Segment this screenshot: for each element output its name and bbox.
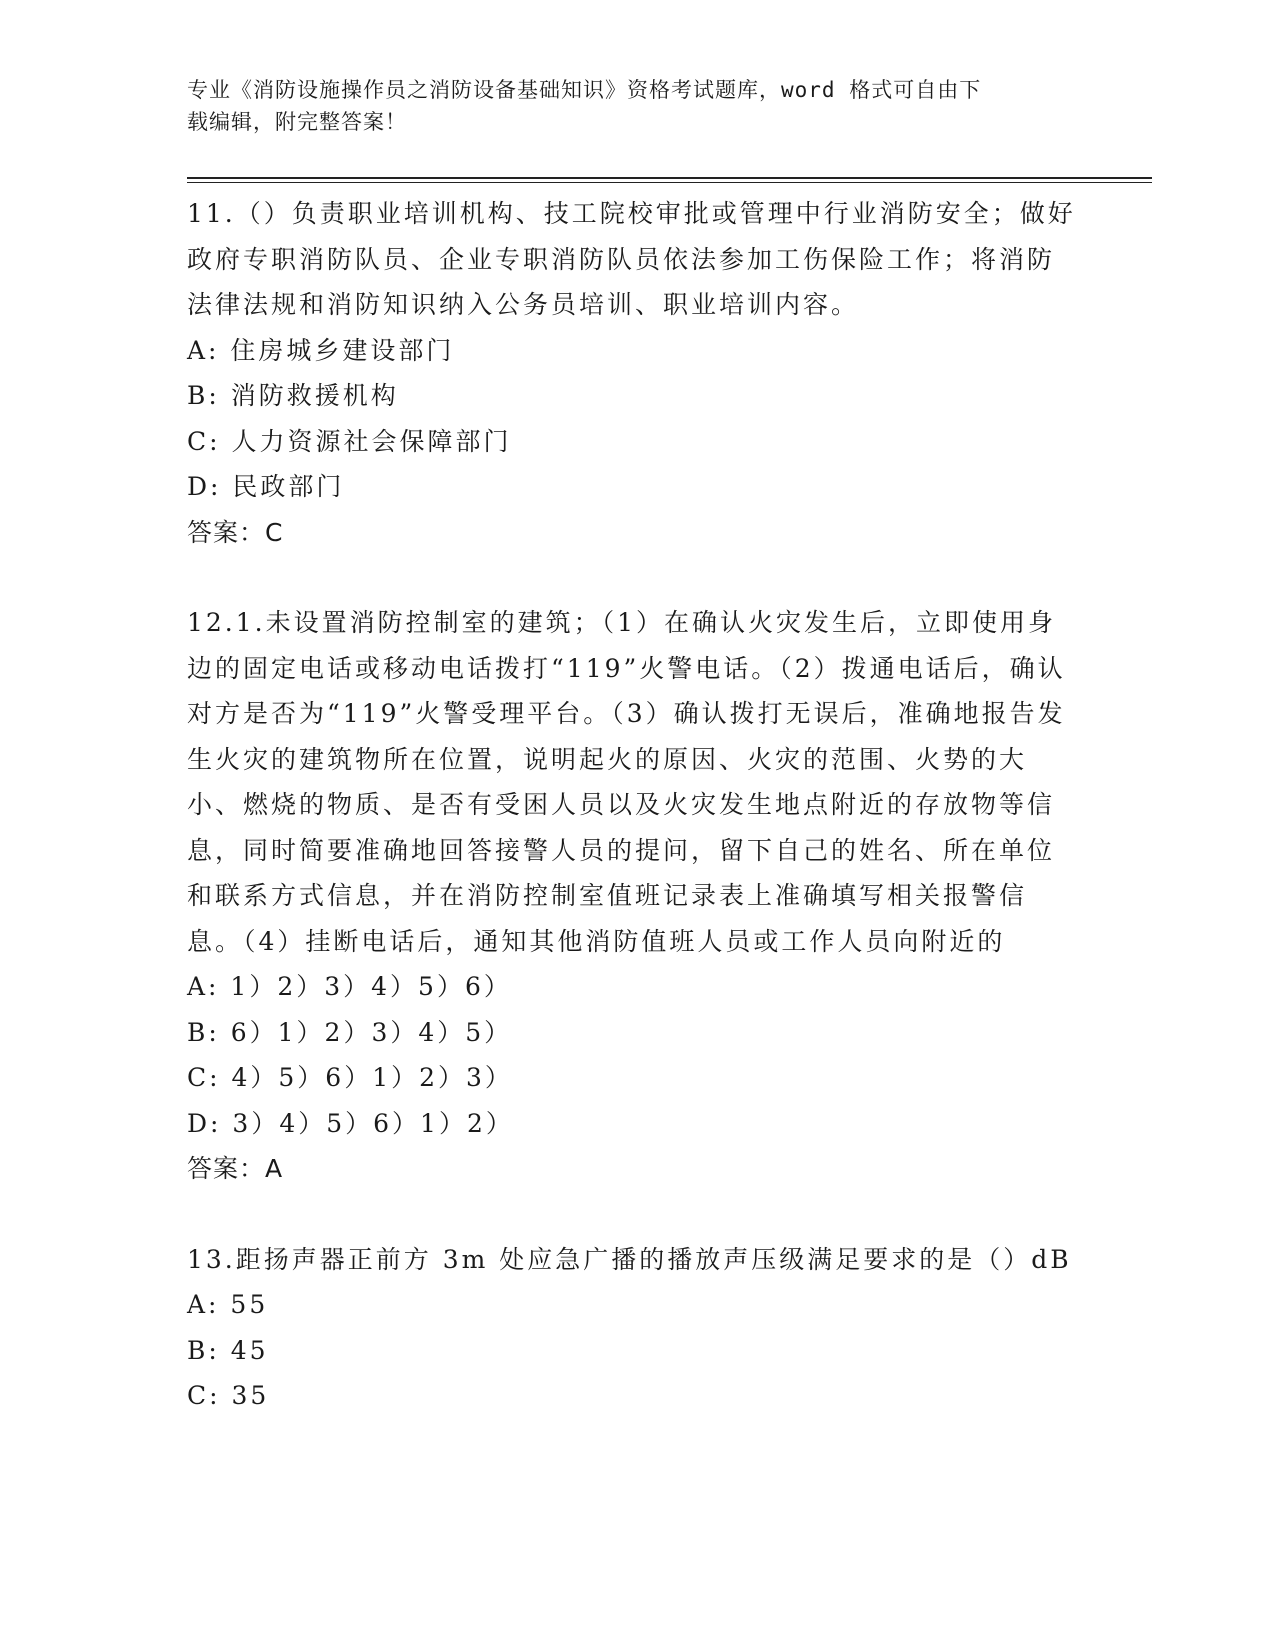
header-divider-thick: [187, 177, 1152, 179]
answer: 答案：C: [187, 517, 284, 547]
question-text: 13.距扬声器正前方 3m 处应急广播的播放声压级满足要求的是（）dB: [187, 1244, 1072, 1274]
question-text: 11.（）负责职业培训机构、技工院校审批或管理中行业消防安全；做好政府专职消防队员、企业专职消防队员依法参加工伤保险工作；将消防法律法规和消防知识纳入公务员培训、职业培训内容。: [187, 199, 1076, 319]
header-line-1: 专业《消防设施操作员之消防设备基础知识》资格考试题库，word 格式可自由下: [187, 78, 982, 102]
header-divider-thin: [187, 182, 1152, 183]
option-d: D: 民政部门: [187, 472, 345, 501]
option-d: D: 3）4）5）6）1）2）: [187, 1108, 514, 1138]
answer: 答案：A: [187, 1154, 284, 1183]
option-c: C: 4）5）6）1）2）3）: [187, 1063, 513, 1092]
question-text: 12.1.未设置消防控制室的建筑；（1）在确认火灾发生后，立即使用身边的固定电话或移动电话拨打“119”火警电话。（2）拨通电话后，确认对方是否为“119”火警受理平台。（3）确认拨打无误后，准确地报告发生火灾的建筑物所在位置，说明起火的原因、火灾的范围、火势的大小、燃烧的物质、是否有受困人员以及火灾发生地点附近的存放物等信息，同时简要准确地回答接警人员的提问，留下自己的姓名、所在单位和联系方式信息，并在消防控制室值班记录表上准确填写相关报警信息。（4）挂断电话后，通知其他消防值班人员或工作人员向附近的: [187, 608, 1066, 956]
question-spacer: [187, 1192, 1077, 1237]
option-b: B: 消防救援机构: [187, 381, 399, 410]
option-b: B: 45: [187, 1335, 269, 1365]
question-spacer: [187, 555, 1077, 600]
question-11: [187, 191, 1077, 555]
option-a: A: 1）2）3）4）5）6）: [187, 972, 512, 1001]
option-b: B: 6）1）2）3）4）5）: [187, 1017, 513, 1047]
option-a: A: 55: [187, 1290, 269, 1319]
question-13: [187, 1237, 1077, 1419]
option-c: C: 人力资源社会保障部门: [187, 426, 512, 456]
option-a: A: 住房城乡建设部门: [187, 335, 455, 365]
document-header: [187, 74, 1067, 138]
question-list: [187, 191, 1077, 1419]
question-12: [187, 600, 1077, 1192]
header-line-2: 载编辑，附完整答案！: [187, 110, 407, 134]
option-c: C: 35: [187, 1381, 270, 1410]
